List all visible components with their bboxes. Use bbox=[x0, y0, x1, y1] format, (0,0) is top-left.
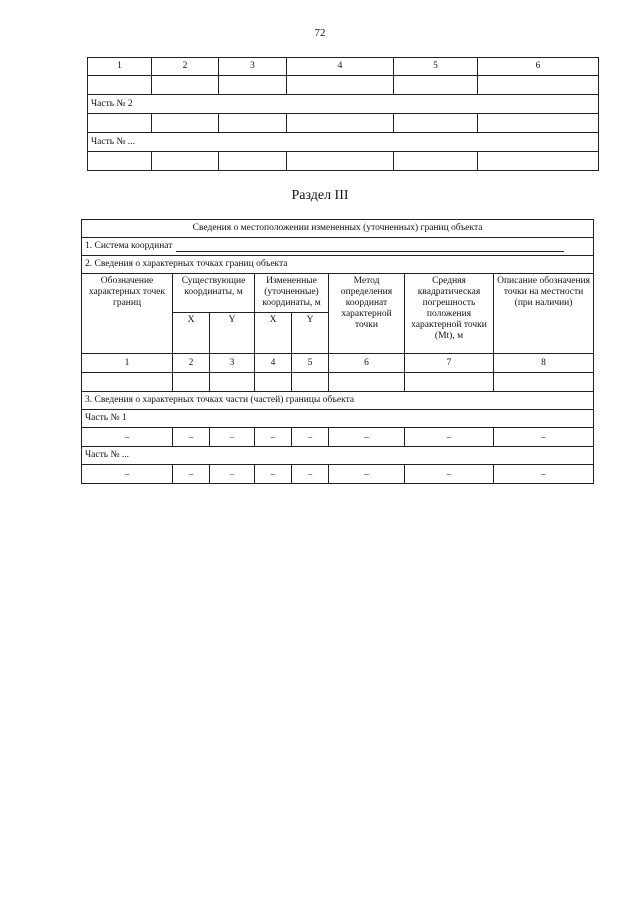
dash-cell: – bbox=[210, 428, 255, 447]
table-row bbox=[88, 76, 599, 95]
coord-system-blank bbox=[176, 242, 564, 252]
dash-cell: – bbox=[329, 465, 405, 484]
dash-cell: – bbox=[329, 428, 405, 447]
coord-system-row bbox=[82, 238, 594, 256]
table-row bbox=[82, 373, 594, 392]
header-changed-y: Y bbox=[292, 313, 329, 354]
col-number: 3 bbox=[219, 58, 287, 76]
col-number: 7 bbox=[405, 354, 494, 373]
dash-cell: – bbox=[210, 465, 255, 484]
section-title: Раздел III bbox=[291, 188, 349, 203]
coord-system-label: 1. Система координат bbox=[85, 241, 173, 252]
col-number: 5 bbox=[292, 354, 329, 373]
boundary-info-table bbox=[81, 219, 594, 484]
part-1-label: Часть № 1 bbox=[82, 410, 594, 428]
header-description: Описание обозначения точки на местности (при наличии) bbox=[494, 274, 594, 354]
dash-cell: – bbox=[82, 465, 173, 484]
table-row bbox=[82, 465, 594, 484]
part-2-label: Часть № 2 bbox=[88, 95, 599, 114]
col-number: 1 bbox=[82, 354, 173, 373]
dash-cell: – bbox=[173, 428, 210, 447]
part-etc-label: Часть № ... bbox=[88, 133, 599, 152]
col-number: 3 bbox=[210, 354, 255, 373]
header-designation: Обозначение характерных точек границ bbox=[82, 274, 173, 354]
points-label: 2. Сведения о характерных точках границ объекта bbox=[82, 256, 594, 274]
header-method: Метод определения координат характерной точки bbox=[329, 274, 405, 354]
header-error: Средняя квадратическая погрешность положения характерной точки (Mt), м bbox=[405, 274, 494, 354]
col-number: 1 bbox=[88, 58, 152, 76]
table-row bbox=[82, 428, 594, 447]
header-existing: Существующие координаты, м bbox=[173, 274, 255, 313]
header-existing-y: Y bbox=[210, 313, 255, 354]
col-number: 6 bbox=[329, 354, 405, 373]
header-changed-x: X bbox=[255, 313, 292, 354]
col-number: 2 bbox=[173, 354, 210, 373]
dash-cell: – bbox=[255, 428, 292, 447]
table-row bbox=[88, 114, 599, 133]
header-changed: Измененные (уточненные) координаты, м bbox=[255, 274, 329, 313]
part-points-label: 3. Сведения о характерных точках части (частей) границы объекта bbox=[82, 392, 594, 410]
col-number: 4 bbox=[287, 58, 394, 76]
part-etc-label: Часть № ... bbox=[82, 447, 594, 465]
dash-cell: – bbox=[173, 465, 210, 484]
table-row bbox=[88, 152, 599, 171]
dash-cell: – bbox=[82, 428, 173, 447]
col-number: 6 bbox=[478, 58, 599, 76]
page-number: 72 bbox=[314, 27, 326, 39]
dash-cell: – bbox=[494, 465, 594, 484]
dash-cell: – bbox=[405, 465, 494, 484]
col-number: 4 bbox=[255, 354, 292, 373]
col-number: 2 bbox=[152, 58, 219, 76]
col-number: 5 bbox=[394, 58, 478, 76]
continuation-table bbox=[87, 57, 599, 171]
dash-cell: – bbox=[292, 428, 329, 447]
dash-cell: – bbox=[292, 465, 329, 484]
dash-cell: – bbox=[494, 428, 594, 447]
header-existing-x: X bbox=[173, 313, 210, 354]
dash-cell: – bbox=[255, 465, 292, 484]
col-number: 8 bbox=[494, 354, 594, 373]
dash-cell: – bbox=[405, 428, 494, 447]
table-title: Сведения о местоположении измененных (уточненных) границ объекта bbox=[82, 220, 594, 238]
